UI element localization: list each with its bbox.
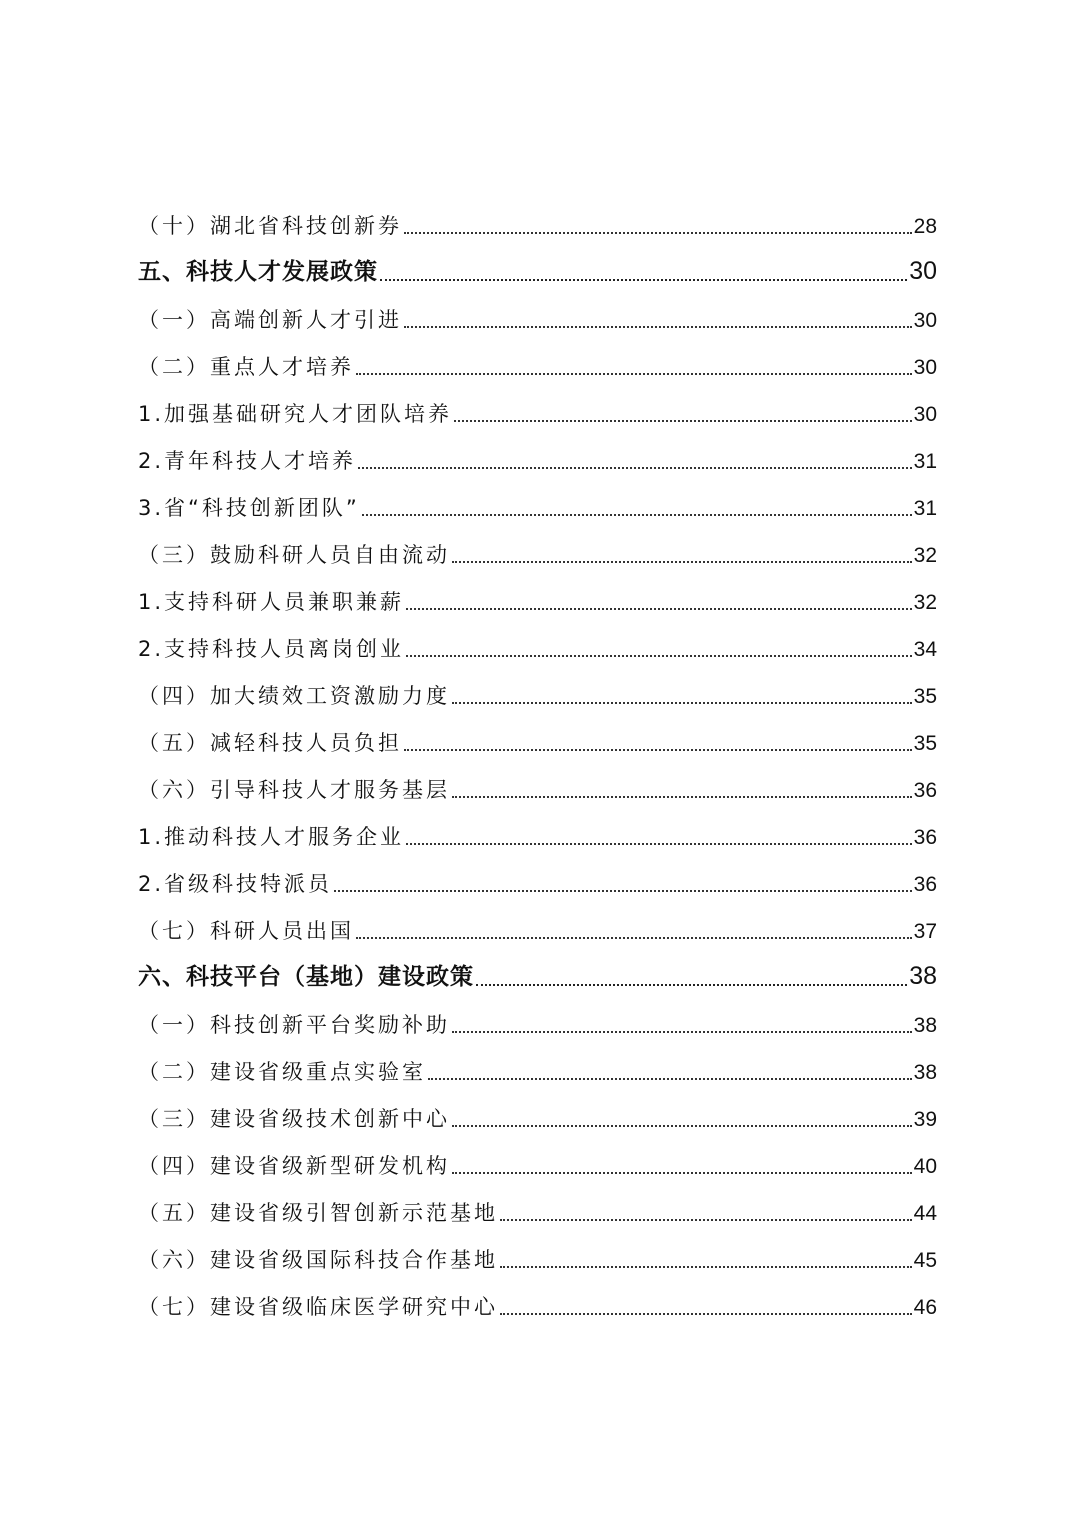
toc-entry-title: （一）科技创新平台奖励补助 xyxy=(138,1013,450,1037)
toc-dot-leader xyxy=(404,326,912,328)
toc-page-number: 39 xyxy=(913,1108,937,1131)
toc-entry[interactable] xyxy=(138,617,937,664)
toc-entry-title: 2.青年科技人才培养 xyxy=(138,449,357,473)
toc-entry[interactable] xyxy=(138,1134,937,1181)
toc-entry-title: （二）建设省级重点实验室 xyxy=(138,1060,426,1084)
toc-entry-title: （五）减轻科技人员负担 xyxy=(138,731,402,755)
toc-entry-title: （七）科研人员出国 xyxy=(138,919,354,943)
toc-dot-leader xyxy=(452,561,912,563)
toc-page-number: 38 xyxy=(913,1014,937,1037)
toc-entry[interactable] xyxy=(138,1181,937,1228)
toc-entry[interactable] xyxy=(138,429,937,476)
table-of-contents xyxy=(138,194,937,1322)
toc-page-number: 36 xyxy=(913,826,937,849)
toc-entry-title: （三）鼓励科研人员自由流动 xyxy=(138,543,450,567)
toc-dot-leader xyxy=(406,843,912,845)
toc-page-number: 31 xyxy=(913,497,937,520)
toc-page-number: 38 xyxy=(909,962,937,990)
toc-page-number: 44 xyxy=(913,1202,937,1225)
toc-dot-leader xyxy=(404,749,912,751)
toc-entry[interactable] xyxy=(138,570,937,617)
toc-page-number: 30 xyxy=(913,356,937,379)
toc-dot-leader xyxy=(500,1219,912,1221)
toc-entry-title: 1.支持科研人员兼职兼薪 xyxy=(138,590,405,614)
toc-entry-title: （五）建设省级引智创新示范基地 xyxy=(138,1201,498,1225)
toc-entry[interactable] xyxy=(138,899,937,946)
toc-page-number: 38 xyxy=(913,1061,937,1084)
toc-page-number: 30 xyxy=(909,257,937,285)
toc-entry-title: 五、科技人才发展政策 xyxy=(138,259,378,285)
toc-entry-title: （四）加大绩效工资激励力度 xyxy=(138,684,450,708)
toc-entry-title: 六、科技平台（基地）建设政策 xyxy=(138,964,474,990)
toc-entry[interactable] xyxy=(138,288,937,335)
toc-entry[interactable] xyxy=(138,382,937,429)
toc-entry[interactable] xyxy=(138,1275,937,1322)
toc-entry[interactable] xyxy=(138,852,937,899)
toc-dot-leader xyxy=(406,655,912,657)
toc-page-number: 36 xyxy=(913,873,937,896)
toc-dot-leader xyxy=(452,702,912,704)
toc-entry[interactable] xyxy=(138,711,937,758)
toc-entry-title: 3.省“科技创新团队” xyxy=(138,496,360,520)
toc-dot-leader xyxy=(404,232,912,234)
toc-page-number: 45 xyxy=(913,1249,937,1272)
toc-dot-leader xyxy=(362,514,912,516)
toc-entry[interactable] xyxy=(138,1087,937,1134)
toc-dot-leader xyxy=(356,373,912,375)
toc-page-number: 46 xyxy=(913,1296,937,1319)
toc-entry-title: （十）湖北省科技创新券 xyxy=(138,214,402,238)
toc-dot-leader xyxy=(476,984,907,986)
toc-page-number: 37 xyxy=(913,920,937,943)
toc-entry[interactable] xyxy=(138,1228,937,1275)
toc-entry-title: （六）建设省级国际科技合作基地 xyxy=(138,1248,498,1272)
toc-dot-leader xyxy=(452,1125,912,1127)
toc-page-number: 31 xyxy=(913,450,937,473)
toc-entry-title: （六）引导科技人才服务基层 xyxy=(138,778,450,802)
toc-entry[interactable] xyxy=(138,993,937,1040)
toc-page-number: 32 xyxy=(913,544,937,567)
toc-entry[interactable] xyxy=(138,476,937,523)
toc-entry-title: （二）重点人才培养 xyxy=(138,355,354,379)
toc-page-number: 35 xyxy=(913,732,937,755)
toc-page-number: 30 xyxy=(913,309,937,332)
toc-entry-title: （四）建设省级新型研发机构 xyxy=(138,1154,450,1178)
toc-page-number: 40 xyxy=(913,1155,937,1178)
toc-page-number: 28 xyxy=(913,215,937,238)
toc-dot-leader xyxy=(380,279,907,281)
toc-dot-leader xyxy=(334,890,912,892)
toc-dot-leader xyxy=(452,1031,912,1033)
toc-dot-leader xyxy=(406,608,912,610)
toc-entry-title: （七）建设省级临床医学研究中心 xyxy=(138,1295,498,1319)
toc-entry[interactable] xyxy=(138,664,937,711)
toc-dot-leader xyxy=(452,1172,912,1174)
toc-page-number: 32 xyxy=(913,591,937,614)
toc-dot-leader xyxy=(358,467,912,469)
toc-page-number: 36 xyxy=(913,779,937,802)
toc-section-heading[interactable] xyxy=(138,946,937,993)
toc-page-number: 34 xyxy=(913,638,937,661)
toc-page-number: 30 xyxy=(913,403,937,426)
toc-dot-leader xyxy=(500,1313,912,1315)
toc-entry-title: （三）建设省级技术创新中心 xyxy=(138,1107,450,1131)
toc-dot-leader xyxy=(454,420,912,422)
toc-entry[interactable] xyxy=(138,805,937,852)
toc-entry-title: （一）高端创新人才引进 xyxy=(138,308,402,332)
toc-entry[interactable] xyxy=(138,194,937,241)
toc-entry[interactable] xyxy=(138,1040,937,1087)
toc-entry[interactable] xyxy=(138,523,937,570)
toc-entry-title: 2.支持科技人员离岗创业 xyxy=(138,637,405,661)
toc-entry-title: 1.加强基础研究人才团队培养 xyxy=(138,402,453,426)
toc-entry[interactable] xyxy=(138,335,937,382)
toc-page-number: 35 xyxy=(913,685,937,708)
toc-dot-leader xyxy=(452,796,912,798)
toc-entry[interactable] xyxy=(138,758,937,805)
toc-entry-title: 1.推动科技人才服务企业 xyxy=(138,825,405,849)
toc-dot-leader xyxy=(356,937,912,939)
toc-section-heading[interactable] xyxy=(138,241,937,288)
toc-dot-leader xyxy=(500,1266,912,1268)
toc-entry-title: 2.省级科技特派员 xyxy=(138,872,333,896)
toc-dot-leader xyxy=(428,1078,912,1080)
